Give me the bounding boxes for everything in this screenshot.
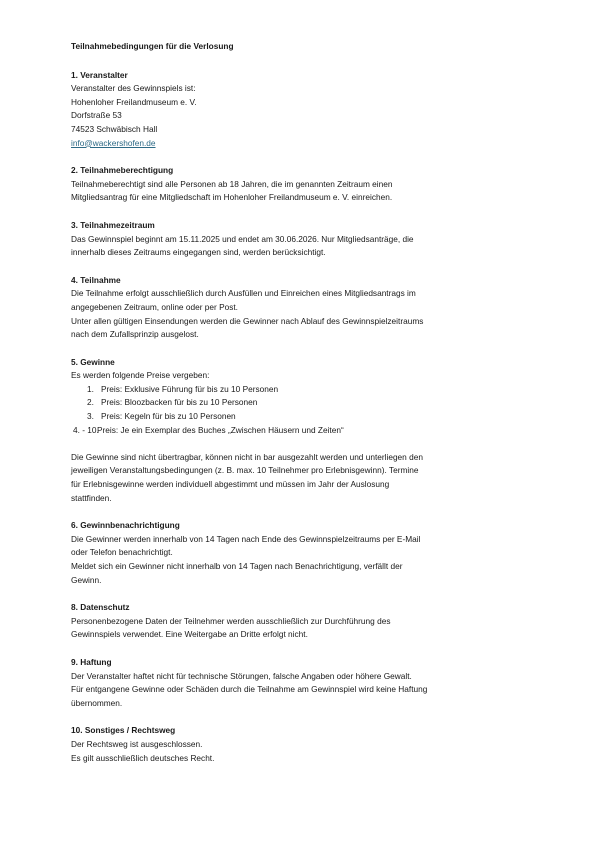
section-heading: 10. Sonstiges / Rechtsweg — [71, 725, 176, 736]
text-line: Für entgangene Gewinne oder Schäden durch die Teilnahme am Gewinnspiel wird keine Haftung — [71, 684, 428, 695]
section-sonstiges — [71, 724, 531, 765]
section-teilnahme — [71, 274, 531, 342]
text-line: Veranstalter des Gewinnspiels ist: — [71, 83, 196, 94]
section-heading: 5. Gewinne — [71, 356, 115, 367]
section-teilnahmezeitraum — [71, 219, 531, 260]
section-gewinnbenachrichtigung — [71, 519, 531, 587]
prize-text: Preis: Kegeln für bis zu 10 Personen — [101, 411, 236, 422]
text-line: Personenbezogene Daten der Teilnehmer werden ausschließlich zur Durchführung des — [71, 615, 391, 626]
document-content — [71, 40, 531, 779]
text-line: Das Gewinnspiel beginnt am 15.11.2025 und endet am 30.06.2026. Nur Mitgliedsanträge, die — [71, 233, 414, 244]
text-line: Teilnahmeberechtigt sind alle Personen ab 18 Jahren, die im genannten Zeitraum einen — [71, 178, 393, 189]
text-line: Der Veranstalter haftet nicht für technische Störungen, falsche Angaben oder höhere Gewalt. — [71, 670, 412, 681]
prize-number: 3. — [87, 411, 94, 422]
section-heading: 6. Gewinnbenachrichtigung — [71, 520, 180, 531]
text-line: für Erlebnisgewinne werden individuell abgestimmt und müssen im Jahr der Auslosung — [71, 479, 390, 490]
text-line: nach dem Zufallsprinzip ausgelost. — [71, 329, 199, 340]
text-line: innerhalb dieses Zeitraums eingegangen sind, werden berücksichtigt. — [71, 247, 326, 258]
text-line: jeweiligen Veranstaltungsbedingungen (z. B. max. 10 Teilnehmer pro Erlebnisgewinn). Termine — [71, 465, 419, 476]
text-line: oder Telefon benachrichtigt. — [71, 547, 173, 558]
section-heading: 9. Haftung — [71, 656, 112, 667]
prize-item — [71, 424, 531, 438]
text-line: Hohenloher Freilandmuseum e. V. — [71, 96, 197, 107]
section-haftung — [71, 656, 531, 710]
text-line: Die Gewinne sind nicht übertragbar, können nicht in bar ausgezahlt werden und unterliegen den — [71, 451, 423, 462]
prize-number: 2. — [87, 397, 94, 408]
prize-item — [71, 383, 531, 397]
text-line: Es werden folgende Preise vergeben: — [71, 370, 210, 381]
section-heading: 1. Veranstalter — [71, 69, 128, 80]
prize-number: 1. — [87, 383, 94, 394]
email-link[interactable]: info@wackershofen.de — [71, 137, 156, 148]
section-veranstalter — [71, 69, 531, 151]
prize-item — [71, 410, 531, 424]
prize-text: Preis: Je ein Exemplar des Buches „Zwischen Häusern und Zeiten“ — [97, 424, 344, 435]
text-line: Die Gewinner werden innerhalb von 14 Tagen nach Ende des Gewinnspielzeitraums per E-Mail — [71, 533, 421, 544]
text-line: Mitgliedsantrag für eine Mitgliedschaft im Hohenloher Freilandmuseum e. V. einreichen. — [71, 192, 393, 203]
text-line: Meldet sich ein Gewinner nicht innerhalb von 14 Tagen nach Benachrichtigung, verfällt der — [71, 561, 403, 571]
text-line: Gewinnspiels verwendet. Eine Weitergabe an Dritte erfolgt nicht. — [71, 629, 308, 640]
section-datenschutz — [71, 601, 531, 642]
text-line: 74523 Schwäbisch Hall — [71, 123, 158, 134]
text-line: übernommen. — [71, 697, 123, 708]
section-heading: 4. Teilnahme — [71, 274, 121, 285]
section-heading: 3. Teilnahmezeitraum — [71, 219, 155, 230]
text-line: Der Rechtsweg ist ausgeschlossen. — [71, 738, 203, 749]
prize-text: Preis: Exklusive Führung für bis zu 10 Personen — [101, 383, 279, 394]
prize-list — [71, 383, 531, 437]
document-title: Teilnahmebedingungen für die Verlosung — [71, 41, 234, 51]
prize-text: Preis: Bloozbacken für bis zu 10 Personen — [101, 397, 258, 408]
text-line: Gewinn. — [71, 574, 102, 585]
section-heading: 8. Datenschutz — [71, 602, 130, 613]
text-line: Die Teilnahme erfolgt ausschließlich durch Ausfüllen und Einreichen eines Mitgliedsantrags im — [71, 288, 416, 299]
text-line: Unter allen gültigen Einsendungen werden die Gewinner nach Ablauf des Gewinnspielzeitraums — [71, 315, 424, 326]
text-line: angegebenen Zeitraum, online oder per Post. — [71, 301, 238, 312]
prize-number: 4. - 10. — [73, 424, 99, 435]
prize-item — [71, 396, 531, 410]
text-line: Dorfstraße 53 — [71, 110, 122, 121]
section-teilnahmeberechtigung — [71, 164, 531, 205]
section-heading: 2. Teilnahmeberechtigung — [71, 165, 174, 176]
section-gewinne — [71, 356, 531, 506]
text-line: Es gilt ausschließlich deutsches Recht. — [71, 752, 215, 763]
text-line: stattfinden. — [71, 492, 112, 503]
